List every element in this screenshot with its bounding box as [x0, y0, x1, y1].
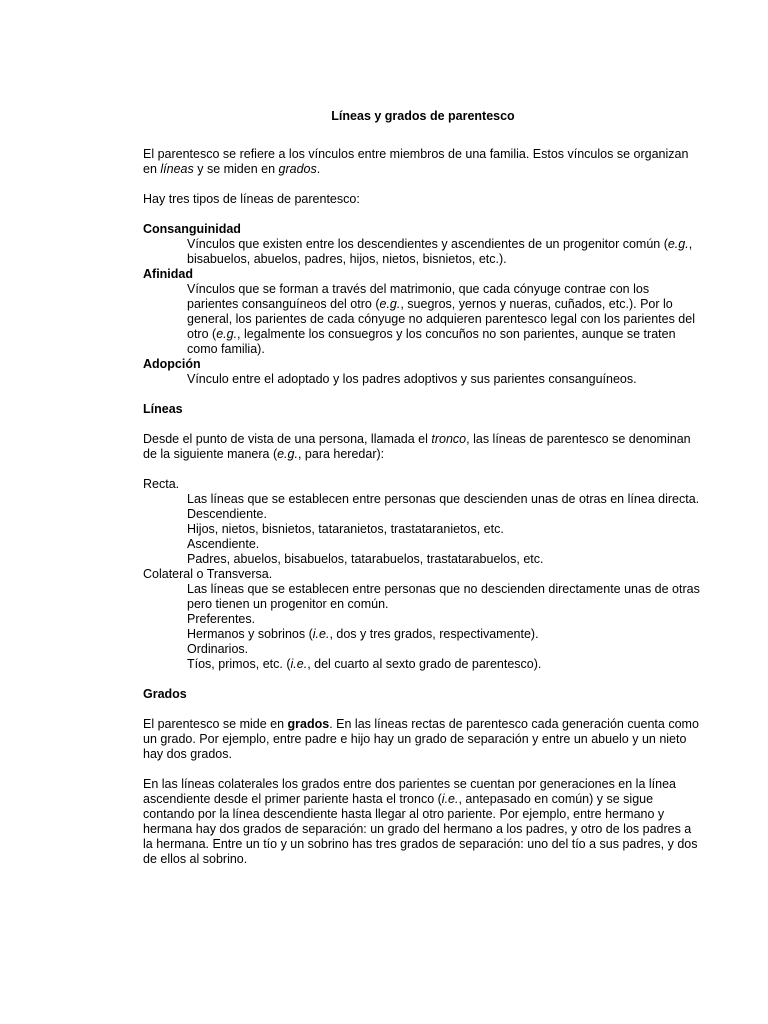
linea-ascendiente-list: Padres, abuelos, bisabuelos, tatarabuelos, trastatarabuelos, etc.: [187, 552, 544, 566]
type-def-adopcion: Vínculo entre el adoptado y los padres adoptivos y sus parientes consanguíneos.: [187, 372, 637, 386]
linea-ordinarios-list: Tíos, primos, etc. (i.e., del cuarto al sexto grado de parentesco).: [187, 657, 542, 671]
lineas-list: [143, 477, 703, 672]
linea-recta-label: Recta.: [143, 477, 180, 491]
grados-paragraph-1: El parentesco se mide en grados. En las líneas rectas de parentesco cada generación cuenta como un grado. Por ejemplo, entre padre e hijo hay un grado de separación y entre un abuelo y un nieto hay dos grados.: [143, 717, 699, 761]
linea-colateral-desc: Las líneas que se establecen entre personas que no descienden directamente unas de otras pero tienen un progenitor en común.: [187, 582, 700, 611]
linea-preferentes-list: Hermanos y sobrinos (i.e., dos y tres grados, respectivamente).: [187, 627, 539, 641]
type-def-consanguinidad: Vínculos que existen entre los descendientes y ascendientes de un progenitor común (e.g., bisabuelos, abuelos, padres, hijos, nietos, bisnietos, etc.).: [187, 237, 693, 266]
type-term-afinidad: Afinidad: [143, 267, 193, 281]
document-title: Líneas y grados de parentesco: [331, 109, 515, 123]
intro-paragraph: El parentesco se refiere a los vínculos entre miembros de una familia. Estos vínculos se organizan en líneas y se miden en grados.: [143, 147, 689, 176]
linea-ascendiente-label: Ascendiente.: [187, 537, 260, 551]
linea-descendiente-label: Descendiente.: [187, 507, 267, 521]
grados-paragraph-2: En las líneas colaterales los grados entre dos parientes se cuentan por generaciones en la línea ascendiente desde el primer pariente hasta el tronco (i.e., antepasado en común) y se sigue contando por la línea descendiente hasta llegar al otro pariente. Por ejemplo, entre hermano y hermana hay dos grados de separación: un grado del hermano a los padres, y otro de los padres a la hermana. Entre un tío y un sobrino has tres grados de separación: uno del tío a sus padres, y dos de ellos al sobrino.: [143, 777, 698, 866]
linea-descendiente-list: Hijos, nietos, bisnietos, tataranietos, trastataranietos, etc.: [187, 522, 504, 536]
types-list: [143, 222, 703, 387]
linea-colateral-label: Colateral o Transversa.: [143, 567, 273, 581]
document-body: [143, 109, 703, 882]
lineas-paragraph: Desde el punto de vista de una persona, llamada el tronco, las líneas de parentesco se denominan de la siguiente manera (e.g., para heredar):: [143, 432, 691, 461]
linea-preferentes-label: Preferentes.: [187, 612, 256, 626]
section-heading-grados: Grados: [143, 687, 187, 701]
type-term-adopcion: Adopción: [143, 357, 201, 371]
type-term-consanguinidad: Consanguinidad: [143, 222, 241, 236]
spacer: [143, 387, 703, 402]
linea-ordinarios-label: Ordinarios.: [187, 642, 249, 656]
section-heading-lineas: Líneas: [143, 402, 183, 416]
linea-recta-desc: Las líneas que se establecen entre personas que descienden unas de otras en línea directa.: [187, 492, 700, 506]
type-def-afinidad: Vínculos que se forman a través del matrimonio, que cada cónyuge contrae con los parientes consanguíneos del otro (e.g., suegros, yernos y nueras, cuñados, etc.). Por lo general, los parientes de cada cónyuge no adquieren parentesco legal con los parientes del otro (e.g., legalmente los consuegros y los concuños no son parientes, aunque se traten como familia).: [187, 282, 695, 356]
types-intro: Hay tres tipos de líneas de parentesco:: [143, 192, 360, 206]
spacer: [143, 672, 703, 687]
